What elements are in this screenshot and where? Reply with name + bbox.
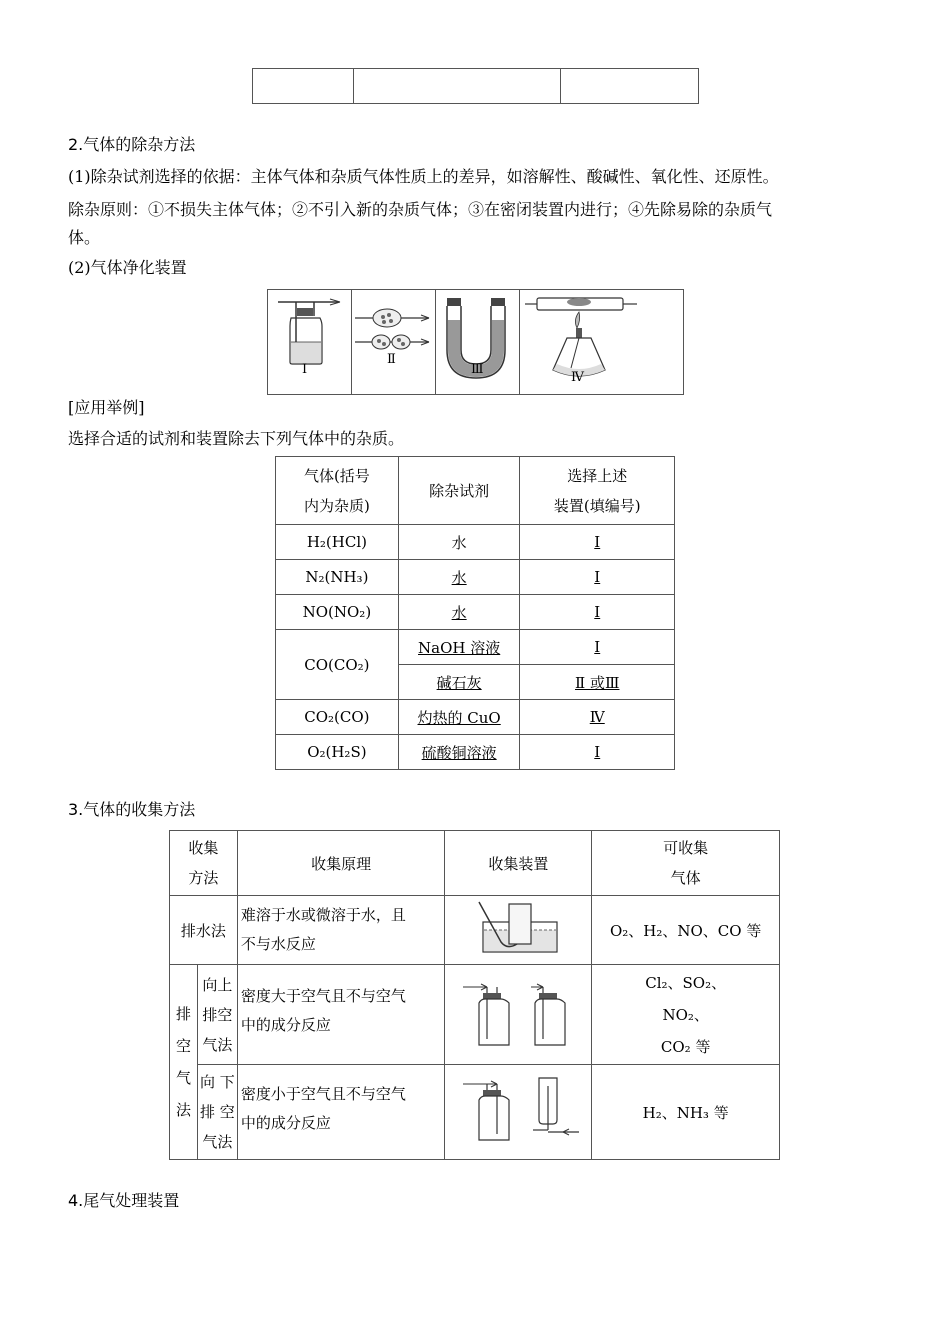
wash-bottle-icon xyxy=(268,290,351,394)
example-title: [应用举例] xyxy=(68,398,145,417)
principle-upward xyxy=(237,965,445,1065)
reagent-answer: 水 xyxy=(451,568,467,587)
table-header-row xyxy=(276,457,675,525)
gases-upward xyxy=(592,965,780,1065)
method-upward xyxy=(197,965,237,1065)
drying-tube-icon xyxy=(351,290,435,394)
gases-upward-line1: Cl₂、SO₂、 xyxy=(645,973,727,992)
collection-table xyxy=(169,830,780,1160)
residual-table-divider xyxy=(560,69,561,103)
reagent-answer: 灼热的 CuO xyxy=(417,708,501,727)
table-row xyxy=(170,965,780,1065)
section2-title: 2.气体的除杂方法 xyxy=(68,135,196,154)
apparatus-iv-label: Ⅳ xyxy=(571,370,584,385)
gases-downward: H₂、NH₃ 等 xyxy=(592,1065,780,1160)
device-answer: Ⅱ 或Ⅲ xyxy=(575,673,620,692)
table-row xyxy=(170,896,780,965)
header-method-line2: 方法 xyxy=(188,869,219,887)
device-cell xyxy=(520,735,675,770)
example-text: 选择合适的试剂和装置除去下列气体中的杂质。 xyxy=(68,429,405,448)
reagent-cell: 水 xyxy=(398,525,520,560)
header-gas-line2: 内为杂质) xyxy=(303,496,370,515)
principle-upward-line1: 密度大于空气且不与空气 xyxy=(240,987,406,1005)
device-downward xyxy=(445,1065,592,1160)
device-answer: Ⅰ xyxy=(594,638,601,656)
downward-air-displacement-icon xyxy=(453,1072,583,1148)
gas-cell: H₂(HCl) xyxy=(276,525,399,560)
u-tube-icon xyxy=(435,290,519,394)
header-device-line2: 装置(填编号) xyxy=(553,496,641,515)
section2-p2: 除杂原则：①不损失主体气体；②不引入新的杂质气体；③在密闭装置内进行；④先除易除的杂质气 xyxy=(68,200,773,219)
table-row xyxy=(276,525,675,560)
air-group-char: 空 xyxy=(175,1037,191,1055)
method-upward-line1: 向上 xyxy=(202,975,233,994)
apparatus-ii xyxy=(351,290,436,394)
gas-cell: CO₂(CO) xyxy=(276,700,399,735)
table-header-row xyxy=(170,831,780,896)
principle-water xyxy=(237,896,445,965)
apparatus-ii-label: Ⅱ xyxy=(387,352,396,367)
table-row xyxy=(170,1065,780,1160)
reagent-cell xyxy=(398,700,520,735)
reagent-answer: 碱石灰 xyxy=(436,673,482,692)
reagent-cell xyxy=(398,665,520,700)
device-answer: Ⅰ xyxy=(594,568,601,586)
principle-water-line2: 不与水反应 xyxy=(240,935,316,953)
table-row xyxy=(276,560,675,595)
principle-downward xyxy=(237,1065,445,1160)
section2-p2b: 体。 xyxy=(68,228,101,247)
header-device xyxy=(520,457,675,525)
header-gases-line1: 可收集 xyxy=(663,839,709,857)
section2-p3: (2)气体净化装置 xyxy=(68,258,187,277)
device-answer: Ⅰ xyxy=(594,603,601,621)
device-answer: Ⅰ xyxy=(594,743,601,761)
table-row xyxy=(276,630,675,665)
reagent-cell xyxy=(398,630,520,665)
gas-cell: O₂(H₂S) xyxy=(276,735,399,770)
reagent-cell xyxy=(398,560,520,595)
device-cell xyxy=(520,595,675,630)
method-downward xyxy=(197,1065,237,1160)
header-method-line1: 收集 xyxy=(188,839,219,857)
method-upward-line3: 气法 xyxy=(202,1035,233,1054)
residual-table-divider xyxy=(353,69,354,103)
apparatus-iii-label: Ⅲ xyxy=(471,362,484,377)
header-principle: 收集原理 xyxy=(237,831,445,896)
reagent-answer: 硫酸铜溶液 xyxy=(421,743,497,762)
reagent-answer: NaOH 溶液 xyxy=(418,638,501,657)
device-answer: Ⅳ xyxy=(589,708,605,726)
section4-title: 4.尾气处理装置 xyxy=(68,1191,180,1210)
residual-table xyxy=(252,68,699,104)
device-cell xyxy=(520,700,675,735)
header-gases xyxy=(592,831,780,896)
water-displacement-icon xyxy=(473,898,563,958)
principle-downward-line2: 中的成分反应 xyxy=(240,1114,331,1132)
gas-cell: N₂(NH₃) xyxy=(276,560,399,595)
principle-upward-line2: 中的成分反应 xyxy=(240,1016,331,1034)
purification-apparatus-figure xyxy=(267,289,684,395)
table-row xyxy=(276,595,675,630)
method-upward-line2: 排空 xyxy=(202,1005,233,1024)
header-gas-line1: 气体(括号 xyxy=(303,466,370,485)
air-group-char: 排 xyxy=(175,1005,191,1023)
header-gas xyxy=(276,457,399,525)
method-downward-line3: 气法 xyxy=(202,1133,233,1151)
apparatus-i xyxy=(268,290,352,394)
header-reagent: 除杂试剂 xyxy=(398,457,520,525)
device-cell xyxy=(520,630,675,665)
impurity-table xyxy=(275,456,675,770)
air-group-char: 气 xyxy=(175,1069,191,1087)
device-upward xyxy=(445,965,592,1065)
heated-tube-icon xyxy=(519,290,683,394)
device-cell xyxy=(520,560,675,595)
table-row xyxy=(276,735,675,770)
principle-downward-line1: 密度小于空气且不与空气 xyxy=(240,1085,406,1103)
apparatus-iii xyxy=(435,290,520,394)
reagent-cell xyxy=(398,735,520,770)
gas-cell: NO(NO₂) xyxy=(276,595,399,630)
table-row xyxy=(276,700,675,735)
principle-water-line1: 难溶于水或微溶于水，且 xyxy=(240,906,406,924)
method-air-group xyxy=(170,965,198,1160)
reagent-answer: 水 xyxy=(451,603,467,622)
method-water: 排水法 xyxy=(170,896,238,965)
reagent-cell xyxy=(398,595,520,630)
gases-upward-line2: NO₂、 xyxy=(662,1005,709,1024)
method-downward-line1: 向 下 xyxy=(200,1073,235,1091)
gases-upward-line3: CO₂ 等 xyxy=(660,1037,711,1056)
device-answer: Ⅰ xyxy=(594,533,601,551)
device-water xyxy=(445,896,592,965)
header-method xyxy=(170,831,238,896)
gases-water: O₂、H₂、NO、CO 等 xyxy=(592,896,780,965)
method-downward-line2: 排 空 xyxy=(200,1103,235,1121)
air-group-char: 法 xyxy=(175,1101,191,1119)
header-device: 收集装置 xyxy=(445,831,592,896)
header-device-line1: 选择上述 xyxy=(567,466,628,485)
gas-cell: CO(CO₂) xyxy=(276,630,399,700)
apparatus-i-label: Ⅰ xyxy=(302,362,308,377)
apparatus-iv xyxy=(519,290,683,394)
section2-p1: (1)除杂试剂选择的依据：主体气体和杂质气体性质上的差异，如溶解性、酸碱性、氧化性、还原性。 xyxy=(68,167,779,186)
section3-title: 3.气体的收集方法 xyxy=(68,800,196,819)
upward-air-displacement-icon xyxy=(453,973,583,1053)
device-cell xyxy=(520,525,675,560)
device-cell xyxy=(520,665,675,700)
header-gases-line2: 气体 xyxy=(670,869,701,887)
